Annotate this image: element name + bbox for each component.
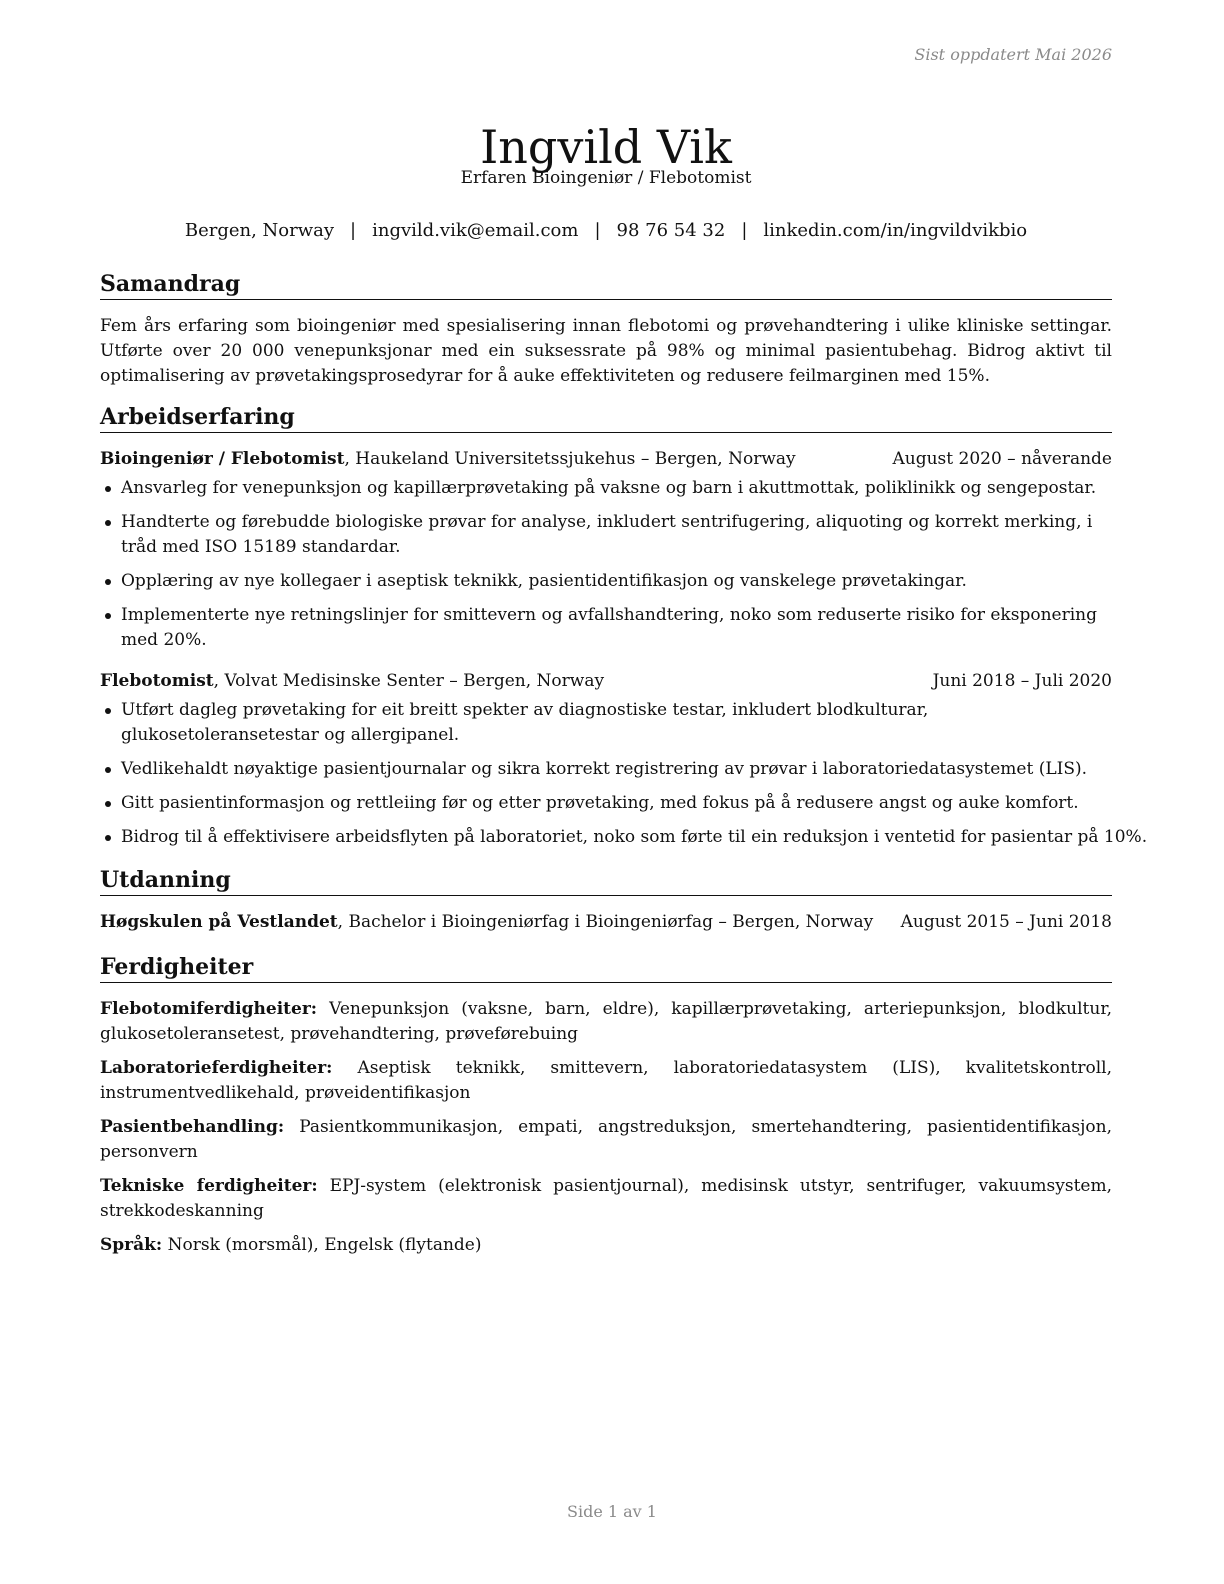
job-bullet: Implementerte nye retningslinjer for smittevern og avfallshandtering, noko som reduserte risiko for eksponering med 20%. [100,603,1112,653]
contact-line [100,220,1112,241]
education-section [100,866,1112,935]
skill-label: Pasientbehandling: [100,1117,285,1137]
contact-separator: | [594,220,601,241]
job-role: Flebotomist [100,671,214,691]
job-role-employer [100,447,796,472]
job-role-employer [100,669,604,694]
resume-content [100,270,1148,1267]
skill-text: Venepunksjon (vaksne, barn, eldre), kapillærprøvetaking, arteriepunksjon, blodkultur, glukosetoleransetest, prøvehandtering, prøveførebuing [100,999,1112,1044]
summary-text: Fem års erfaring som bioingeniør med spesialisering innan flebotomi og prøvehandtering i ulike kliniske settingar. Utførte over 20 000 venepunksjonar med ein suksessrate på 98% og minimal pasientubehag. Bidrog aktivt til optimalisering av prøvetakingsprosedyrar for å auke effektiviteten og redusere feilmarginen med 15%. [100,316,1112,386]
experience-heading: Arbeidserfaring [100,403,1112,433]
education-heading: Utdanning [100,866,1112,896]
education-dates: August 2015 – Juni 2018 [900,912,1112,932]
skill-text: Aseptisk teknikk, smittevern, laboratoriedatasystem (LIS), kvalitetskontroll, instrumentvedlikehald, prøveidentifikasjon [100,1058,1112,1103]
skills-heading: Ferdigheiter [100,953,1112,983]
contact-separator: | [350,220,357,241]
job-bullet: Ansvarleg for venepunksjon og kapillærprøvetaking på vaksne og barn i akuttmottak, poliklinikk og sengepostar. [100,476,1112,501]
contact-linkedin[interactable]: linkedin.com/in/ingvildvikbio [763,220,1028,241]
skill-text: Pasientkommunikasjon, empati, angstreduksjon, smertehandtering, pasientidentifikasjon, personvern [100,1117,1112,1162]
summary-heading: Samandrag [100,270,1112,300]
education-detail: , Bachelor i Bioingeniørfag i Bioingeniørfag – Bergen, Norway [337,912,874,932]
skill-line [100,1174,1112,1224]
contact-email[interactable]: ingvild.vik@email.com [372,220,579,241]
skills-section [100,953,1112,1258]
job-bullet: Vedlikehaldt nøyaktige pasientjournalar og sikra korrekt registrering av prøvar i laboratoriedatasystemet (LIS). [100,757,1112,782]
job-bullets [100,698,1148,850]
job-entry [100,669,1148,850]
contact-phone: 98 76 54 32 [616,220,726,241]
job-bullet: Gitt pasientinformasjon og rettleiing før og etter prøvetaking, med fokus på å redusere angst og auke komfort. [100,791,1112,816]
job-bullets [100,476,1112,653]
job-header [100,447,1112,472]
experience-section [100,403,1148,850]
job-employer: , Volvat Medisinske Senter – Bergen, Norway [213,671,605,691]
contact-location: Bergen, Norway [184,220,335,241]
candidate-name: Ingvild Vik [480,119,732,174]
skill-label: Språk: [100,1235,163,1255]
education-school-detail [100,910,873,935]
job-entry [100,447,1112,653]
job-header [100,669,1112,694]
skill-label: Flebotomiferdigheiter: [100,999,318,1019]
skill-label: Tekniske ferdigheiter: [100,1176,318,1196]
job-employer: , Haukeland Universitetssjukehus – Bergen, Norway [344,449,796,469]
skill-line [100,1056,1112,1106]
page-number: Side 1 av 1 [567,1502,657,1521]
skill-label: Laboratorieferdigheiter: [100,1058,333,1078]
candidate-title: Erfaren Bioingeniør / Flebotomist [460,168,752,188]
education-school: Høgskulen på Vestlandet [100,912,338,932]
job-role: Bioingeniør / Flebotomist [100,449,345,469]
skill-line [100,1233,1112,1258]
job-dates: Juni 2018 – Juli 2020 [932,671,1112,691]
job-bullet: Opplæring av nye kollegaer i aseptisk teknikk, pasientidentifikasjon og vanskelege prøvetakingar. [100,569,1112,594]
skill-text: EPJ-system (elektronisk pasientjournal), medisinsk utstyr, sentrifuger, vakuumsystem, strekkodeskanning [100,1176,1112,1221]
skill-line [100,1115,1112,1165]
summary-section [100,270,1112,389]
contact-separator: | [741,220,748,241]
skill-line [100,997,1112,1047]
education-entry [100,910,1112,935]
job-bullet: Handterte og førebudde biologiske prøvar for analyse, inkludert sentrifugering, aliquoting og korrekt merking, i tråd med ISO 15189 standardar. [100,510,1112,560]
job-bullet: Utført dagleg prøvetaking for eit breitt spekter av diagnostiske testar, inkludert blodkulturar, glukosetoleransetestar og allergipanel. [100,698,1112,748]
job-dates: August 2020 – nåverande [892,449,1112,469]
last-updated: Sist oppdatert Mai 2026 [914,45,1112,64]
skill-text: Norsk (morsmål), Engelsk (flytande) [162,1235,482,1255]
job-bullet: Bidrog til å effektivisere arbeidsflyten på laboratoriet, noko som førte til ein reduksjon i ventetid for pasientar på 10%. [100,825,1112,850]
